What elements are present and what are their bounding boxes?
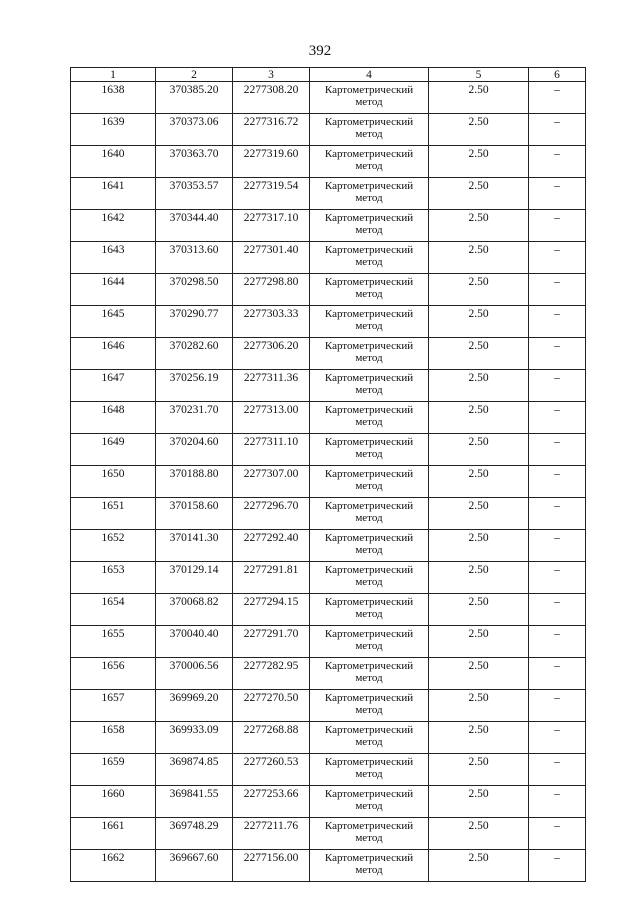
method-cell: Картометрический метод [310, 626, 429, 658]
accuracy-cell: 2.50 [429, 626, 529, 658]
table-row [71, 594, 586, 626]
point-number-cell: 1661 [71, 818, 156, 850]
method-cell: Картометрический метод [310, 594, 429, 626]
accuracy-cell: 2.50 [429, 210, 529, 242]
x-coordinate-cell: 370129.14 [156, 562, 233, 594]
x-coordinate-cell: 370282.60 [156, 338, 233, 370]
table-row [71, 530, 586, 562]
column-header-4: 4 [310, 68, 429, 82]
note-cell: – [529, 850, 586, 882]
note-cell: – [529, 242, 586, 274]
y-coordinate-cell: 2277303.33 [233, 306, 310, 338]
accuracy-cell: 2.50 [429, 114, 529, 146]
y-coordinate-cell: 2277307.00 [233, 466, 310, 498]
note-cell: – [529, 370, 586, 402]
note-cell: – [529, 402, 586, 434]
x-coordinate-cell: 369748.29 [156, 818, 233, 850]
y-coordinate-cell: 2277317.10 [233, 210, 310, 242]
table-row [71, 242, 586, 274]
x-coordinate-cell: 370006.56 [156, 658, 233, 690]
point-number-cell: 1643 [71, 242, 156, 274]
note-cell: – [529, 146, 586, 178]
accuracy-cell: 2.50 [429, 370, 529, 402]
y-coordinate-cell: 2277282.95 [233, 658, 310, 690]
note-cell: – [529, 498, 586, 530]
accuracy-cell: 2.50 [429, 498, 529, 530]
x-coordinate-cell: 370158.60 [156, 498, 233, 530]
accuracy-cell: 2.50 [429, 818, 529, 850]
y-coordinate-cell: 2277308.20 [233, 82, 310, 114]
y-coordinate-cell: 2277294.15 [233, 594, 310, 626]
y-coordinate-cell: 2277311.36 [233, 370, 310, 402]
accuracy-cell: 2.50 [429, 690, 529, 722]
y-coordinate-cell: 2277311.10 [233, 434, 310, 466]
y-coordinate-cell: 2277306.20 [233, 338, 310, 370]
x-coordinate-cell: 370298.50 [156, 274, 233, 306]
method-cell: Картометрический метод [310, 850, 429, 882]
point-number-cell: 1654 [71, 594, 156, 626]
point-number-cell: 1652 [71, 530, 156, 562]
x-coordinate-cell: 369969.20 [156, 690, 233, 722]
accuracy-cell: 2.50 [429, 850, 529, 882]
accuracy-cell: 2.50 [429, 434, 529, 466]
method-cell: Картометрический метод [310, 722, 429, 754]
method-cell: Картометрический метод [310, 338, 429, 370]
x-coordinate-cell: 370385.20 [156, 82, 233, 114]
point-number-cell: 1655 [71, 626, 156, 658]
method-cell: Картометрический метод [310, 146, 429, 178]
point-number-cell: 1642 [71, 210, 156, 242]
y-coordinate-cell: 2277156.00 [233, 850, 310, 882]
y-coordinate-cell: 2277319.60 [233, 146, 310, 178]
x-coordinate-cell: 370363.70 [156, 146, 233, 178]
table-row [71, 786, 586, 818]
accuracy-cell: 2.50 [429, 306, 529, 338]
x-coordinate-cell: 370141.30 [156, 530, 233, 562]
table-header-row [71, 68, 586, 82]
point-number-cell: 1653 [71, 562, 156, 594]
note-cell: – [529, 818, 586, 850]
x-coordinate-cell: 370204.60 [156, 434, 233, 466]
accuracy-cell: 2.50 [429, 82, 529, 114]
method-cell: Картометрический метод [310, 786, 429, 818]
y-coordinate-cell: 2277296.70 [233, 498, 310, 530]
method-cell: Картометрический метод [310, 498, 429, 530]
accuracy-cell: 2.50 [429, 658, 529, 690]
point-number-cell: 1659 [71, 754, 156, 786]
note-cell: – [529, 658, 586, 690]
table-row [71, 466, 586, 498]
column-header-5: 5 [429, 68, 529, 82]
point-number-cell: 1649 [71, 434, 156, 466]
accuracy-cell: 2.50 [429, 754, 529, 786]
table-body [71, 82, 586, 882]
table-row [71, 690, 586, 722]
y-coordinate-cell: 2277260.53 [233, 754, 310, 786]
x-coordinate-cell: 370188.80 [156, 466, 233, 498]
y-coordinate-cell: 2277211.76 [233, 818, 310, 850]
accuracy-cell: 2.50 [429, 562, 529, 594]
table-row [71, 82, 586, 114]
column-header-6: 6 [529, 68, 586, 82]
method-cell: Картометрический метод [310, 82, 429, 114]
method-cell: Картометрический метод [310, 754, 429, 786]
point-number-cell: 1662 [71, 850, 156, 882]
note-cell: – [529, 210, 586, 242]
point-number-cell: 1656 [71, 658, 156, 690]
point-number-cell: 1657 [71, 690, 156, 722]
x-coordinate-cell: 370068.82 [156, 594, 233, 626]
method-cell: Картометрический метод [310, 114, 429, 146]
page-number: 392 [308, 43, 332, 59]
x-coordinate-cell: 370344.40 [156, 210, 233, 242]
x-coordinate-cell: 370313.60 [156, 242, 233, 274]
y-coordinate-cell: 2277301.40 [233, 242, 310, 274]
accuracy-cell: 2.50 [429, 594, 529, 626]
note-cell: – [529, 114, 586, 146]
note-cell: – [529, 338, 586, 370]
note-cell: – [529, 434, 586, 466]
x-coordinate-cell: 369874.85 [156, 754, 233, 786]
column-header-3: 3 [233, 68, 310, 82]
note-cell: – [529, 754, 586, 786]
point-number-cell: 1647 [71, 370, 156, 402]
y-coordinate-cell: 2277313.00 [233, 402, 310, 434]
point-number-cell: 1651 [71, 498, 156, 530]
column-header-2: 2 [156, 68, 233, 82]
table-row [71, 754, 586, 786]
method-cell: Картометрический метод [310, 818, 429, 850]
point-number-cell: 1646 [71, 338, 156, 370]
point-number-cell: 1658 [71, 722, 156, 754]
accuracy-cell: 2.50 [429, 274, 529, 306]
note-cell: – [529, 722, 586, 754]
point-number-cell: 1645 [71, 306, 156, 338]
y-coordinate-cell: 2277291.81 [233, 562, 310, 594]
method-cell: Картометрический метод [310, 530, 429, 562]
table-row [71, 114, 586, 146]
y-coordinate-cell: 2277298.80 [233, 274, 310, 306]
table-row [71, 850, 586, 882]
accuracy-cell: 2.50 [429, 338, 529, 370]
accuracy-cell: 2.50 [429, 786, 529, 818]
note-cell: – [529, 178, 586, 210]
point-number-cell: 1660 [71, 786, 156, 818]
column-header-1: 1 [71, 68, 156, 82]
point-number-cell: 1644 [71, 274, 156, 306]
table-row [71, 146, 586, 178]
point-number-cell: 1639 [71, 114, 156, 146]
x-coordinate-cell: 369841.55 [156, 786, 233, 818]
table-row [71, 178, 586, 210]
accuracy-cell: 2.50 [429, 530, 529, 562]
table-row [71, 338, 586, 370]
method-cell: Картометрический метод [310, 274, 429, 306]
method-cell: Картометрический метод [310, 690, 429, 722]
accuracy-cell: 2.50 [429, 722, 529, 754]
method-cell: Картометрический метод [310, 434, 429, 466]
method-cell: Картометрический метод [310, 210, 429, 242]
method-cell: Картометрический метод [310, 242, 429, 274]
y-coordinate-cell: 2277291.70 [233, 626, 310, 658]
x-coordinate-cell: 370373.06 [156, 114, 233, 146]
table-row [71, 818, 586, 850]
note-cell: – [529, 562, 586, 594]
note-cell: – [529, 530, 586, 562]
note-cell: – [529, 626, 586, 658]
method-cell: Картометрический метод [310, 466, 429, 498]
point-number-cell: 1648 [71, 402, 156, 434]
accuracy-cell: 2.50 [429, 402, 529, 434]
table-row [71, 274, 586, 306]
y-coordinate-cell: 2277270.50 [233, 690, 310, 722]
table-row [71, 562, 586, 594]
x-coordinate-cell: 370040.40 [156, 626, 233, 658]
x-coordinate-cell: 370256.19 [156, 370, 233, 402]
table-row [71, 658, 586, 690]
accuracy-cell: 2.50 [429, 242, 529, 274]
point-number-cell: 1640 [71, 146, 156, 178]
x-coordinate-cell: 370353.57 [156, 178, 233, 210]
y-coordinate-cell: 2277268.88 [233, 722, 310, 754]
table-row [71, 306, 586, 338]
method-cell: Картометрический метод [310, 306, 429, 338]
y-coordinate-cell: 2277319.54 [233, 178, 310, 210]
x-coordinate-cell: 370290.77 [156, 306, 233, 338]
table-row [71, 370, 586, 402]
accuracy-cell: 2.50 [429, 146, 529, 178]
table-row [71, 402, 586, 434]
note-cell: – [529, 594, 586, 626]
method-cell: Картометрический метод [310, 658, 429, 690]
x-coordinate-cell: 369933.09 [156, 722, 233, 754]
table-row [71, 626, 586, 658]
note-cell: – [529, 466, 586, 498]
note-cell: – [529, 690, 586, 722]
method-cell: Картометрический метод [310, 562, 429, 594]
note-cell: – [529, 274, 586, 306]
point-number-cell: 1650 [71, 466, 156, 498]
y-coordinate-cell: 2277316.72 [233, 114, 310, 146]
accuracy-cell: 2.50 [429, 466, 529, 498]
note-cell: – [529, 786, 586, 818]
x-coordinate-cell: 369667.60 [156, 850, 233, 882]
table-row [71, 498, 586, 530]
y-coordinate-cell: 2277253.66 [233, 786, 310, 818]
method-cell: Картометрический метод [310, 402, 429, 434]
accuracy-cell: 2.50 [429, 178, 529, 210]
table-row [71, 434, 586, 466]
method-cell: Картометрический метод [310, 178, 429, 210]
method-cell: Картометрический метод [310, 370, 429, 402]
table-row [71, 722, 586, 754]
note-cell: – [529, 306, 586, 338]
x-coordinate-cell: 370231.70 [156, 402, 233, 434]
note-cell: – [529, 82, 586, 114]
point-number-cell: 1638 [71, 82, 156, 114]
y-coordinate-cell: 2277292.40 [233, 530, 310, 562]
table-row [71, 210, 586, 242]
coordinates-table [70, 67, 586, 882]
point-number-cell: 1641 [71, 178, 156, 210]
